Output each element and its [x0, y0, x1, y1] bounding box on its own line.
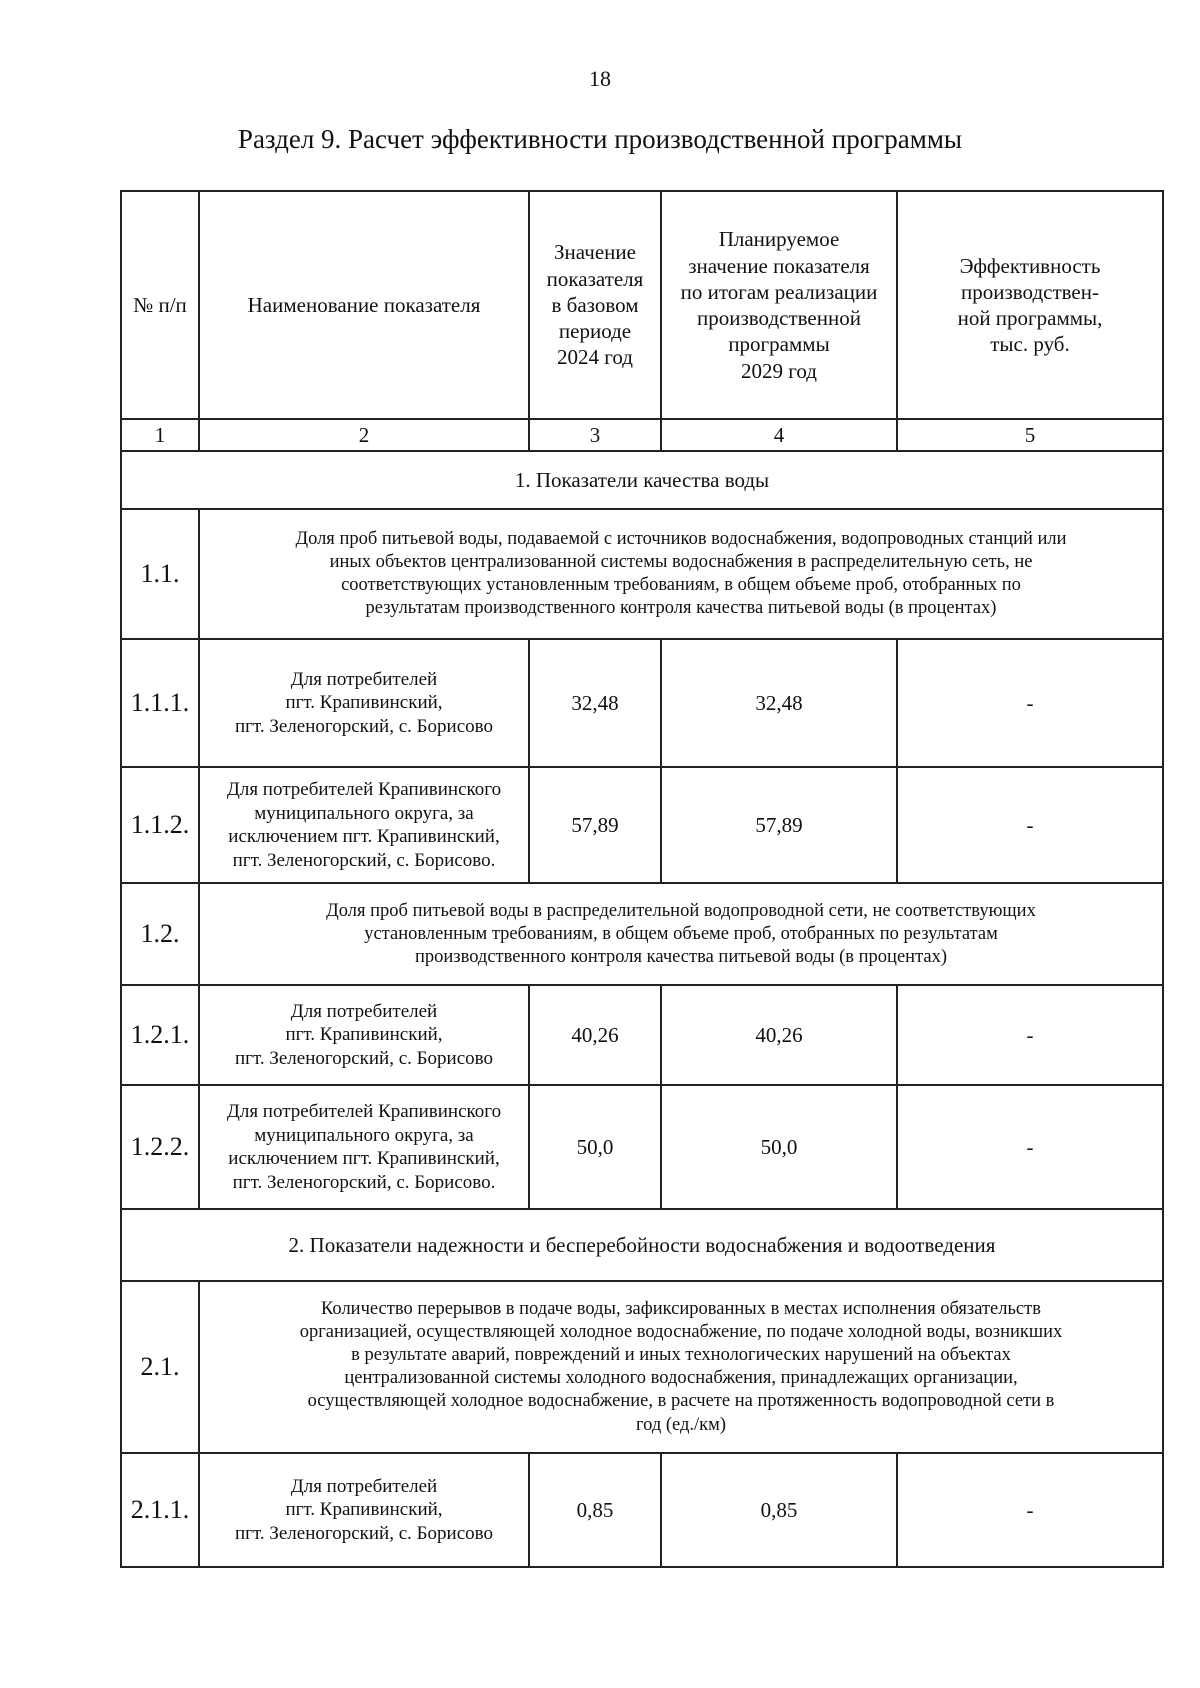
table-row: [121, 883, 1163, 985]
description-line: год (ед./км): [635, 1414, 727, 1435]
description-line: Доля проб питьевой воды в распределительной водопроводной сети, не соответствующих: [326, 900, 1036, 921]
name-line: пгт. Крапивинский,: [285, 692, 443, 714]
name-line: пгт. Зеленогорский, с. Борисово: [235, 716, 493, 738]
base-value: 50,0: [529, 1085, 661, 1209]
description-line: осуществляющей холодное водоснабжение, в расчете на протяженность водопроводной сети в: [307, 1391, 1055, 1412]
name-line: Для потребителей: [290, 668, 438, 690]
description-line: иных объектов централизованной системы водоснабжения в распределительную сеть, не: [329, 552, 1033, 573]
table-row: [121, 1453, 1163, 1567]
header-line: производственной: [697, 306, 861, 330]
indicator-description: [199, 509, 1163, 639]
planned-value: 32,48: [661, 639, 897, 767]
efficiency-table: [120, 190, 1164, 1568]
name-line: Для потребителей: [290, 1475, 438, 1497]
indicator-description: [199, 883, 1163, 985]
table-header-row: [121, 191, 1163, 419]
header-base-value: [529, 191, 661, 419]
table-row: [121, 985, 1163, 1085]
base-value: 40,26: [529, 985, 661, 1085]
header-line: периоде: [558, 319, 632, 344]
column-index: 3: [529, 419, 661, 451]
consumer-name: [199, 1453, 529, 1567]
planned-value: 57,89: [661, 767, 897, 883]
row-number: 1.1.: [121, 509, 199, 639]
header-line: в базовом: [551, 292, 639, 317]
name-line: пгт. Зеленогорский, с. Борисово.: [232, 1172, 496, 1193]
consumer-name: [199, 767, 529, 883]
header-name: Наименование показателя: [199, 191, 529, 419]
page-number: 18: [589, 66, 611, 91]
efficiency-value: -: [897, 639, 1163, 767]
description-line: результатам производственного контроля качества питьевой воды (в процентах): [365, 598, 997, 619]
row-number: 2.1.1.: [121, 1453, 199, 1567]
page-title: Раздел 9. Расчет эффективности производственной программы: [237, 124, 963, 154]
row-number: 1.1.2.: [121, 767, 199, 883]
table-row: [121, 639, 1163, 767]
name-line: Для потребителей: [290, 1000, 438, 1022]
description-line: соответствующих установленным требованиям, в общем объеме проб, отобранных по: [341, 575, 1021, 596]
planned-value: 40,26: [661, 985, 897, 1085]
name-line: пгт. Крапивинский,: [285, 1499, 443, 1521]
base-value: 0,85: [529, 1453, 661, 1567]
header-planned-value: [661, 191, 897, 419]
efficiency-value: -: [897, 1085, 1163, 1209]
section-title: 1. Показатели качества воды: [121, 451, 1163, 509]
header-line: Значение: [554, 240, 636, 265]
table-row: [121, 1281, 1163, 1453]
planned-value: 50,0: [661, 1085, 897, 1209]
row-number: 1.2.: [121, 883, 199, 985]
column-index: 4: [661, 419, 897, 451]
column-index-row: [121, 419, 1163, 451]
header-line: Эффективность: [959, 253, 1101, 278]
column-index: 2: [199, 419, 529, 451]
header-line: ной программы,: [957, 306, 1103, 330]
header-line: 2024 год: [557, 345, 633, 370]
description-line: организацией, осуществляющей холодное водоснабжение, по подаче холодной воды, возникших: [299, 1322, 1063, 1342]
header-line: производствен-: [961, 279, 1099, 304]
header-efficiency: [897, 191, 1163, 419]
name-line: пгт. Зеленогорский, с. Борисово.: [232, 850, 496, 871]
section-row: [121, 451, 1163, 509]
indicator-description: [199, 1281, 1163, 1453]
name-line: муниципального округа, за: [254, 1124, 474, 1146]
table-row: [121, 1085, 1163, 1209]
header-line: показателя: [546, 266, 644, 291]
base-value: 57,89: [529, 767, 661, 883]
header-num: № п/п: [121, 191, 199, 419]
header-line: 2029 год: [741, 358, 817, 383]
consumer-name: [199, 639, 529, 767]
name-line: пгт. Зеленогорский, с. Борисово: [235, 1048, 493, 1070]
name-line: пгт. Зеленогорский, с. Борисово: [235, 1523, 493, 1545]
row-number: 1.1.1.: [121, 639, 199, 767]
description-line: производственного контроля качества питьевой воды (в процентах): [414, 946, 948, 967]
description-line: установленным требованиям, в общем объеме проб, отобранных по результатам: [364, 923, 998, 944]
description-line: в результате аварий, повреждений и иных технологических нарушений на объектах: [351, 1345, 1011, 1366]
table-row: [121, 509, 1163, 639]
column-index: 1: [121, 419, 199, 451]
column-index: 5: [897, 419, 1163, 451]
table-row: [121, 767, 1163, 883]
name-line: пгт. Крапивинский,: [285, 1024, 443, 1046]
row-number: 1.2.2.: [121, 1085, 199, 1209]
planned-value: 0,85: [661, 1453, 897, 1567]
header-line: тыс. руб.: [990, 332, 1070, 357]
name-line: муниципального округа, за: [254, 802, 474, 824]
header-line: Планируемое: [718, 227, 840, 252]
efficiency-value: -: [897, 767, 1163, 883]
consumer-name: [199, 985, 529, 1085]
section-title: 2. Показатели надежности и бесперебойности водоснабжения и водоотведения: [121, 1209, 1163, 1281]
description-line: Доля проб питьевой воды, подаваемой с источников водоснабжения, водопроводных станций или: [295, 529, 1067, 549]
section-row: [121, 1209, 1163, 1281]
name-line: Для потребителей Крапивинского: [226, 1100, 502, 1122]
name-line: Для потребителей Крапивинского: [226, 778, 502, 800]
name-line: исключением пгт. Крапивинский,: [228, 826, 500, 848]
header-line: значение показателя: [688, 253, 870, 278]
description-line: централизованной системы холодного водоснабжения, принадлежащих организации,: [344, 1368, 1018, 1389]
row-number: 1.2.1.: [121, 985, 199, 1085]
efficiency-value: -: [897, 1453, 1163, 1567]
efficiency-value: -: [897, 985, 1163, 1085]
row-number: 2.1.: [121, 1281, 199, 1453]
description-line: Количество перерывов в подаче воды, зафиксированных в местах исполнения обязательств: [321, 1298, 1041, 1319]
header-line: по итогам реализации: [680, 279, 878, 304]
header-line: программы: [728, 332, 830, 357]
name-line: исключением пгт. Крапивинский,: [228, 1148, 500, 1170]
base-value: 32,48: [529, 639, 661, 767]
consumer-name: [199, 1085, 529, 1209]
